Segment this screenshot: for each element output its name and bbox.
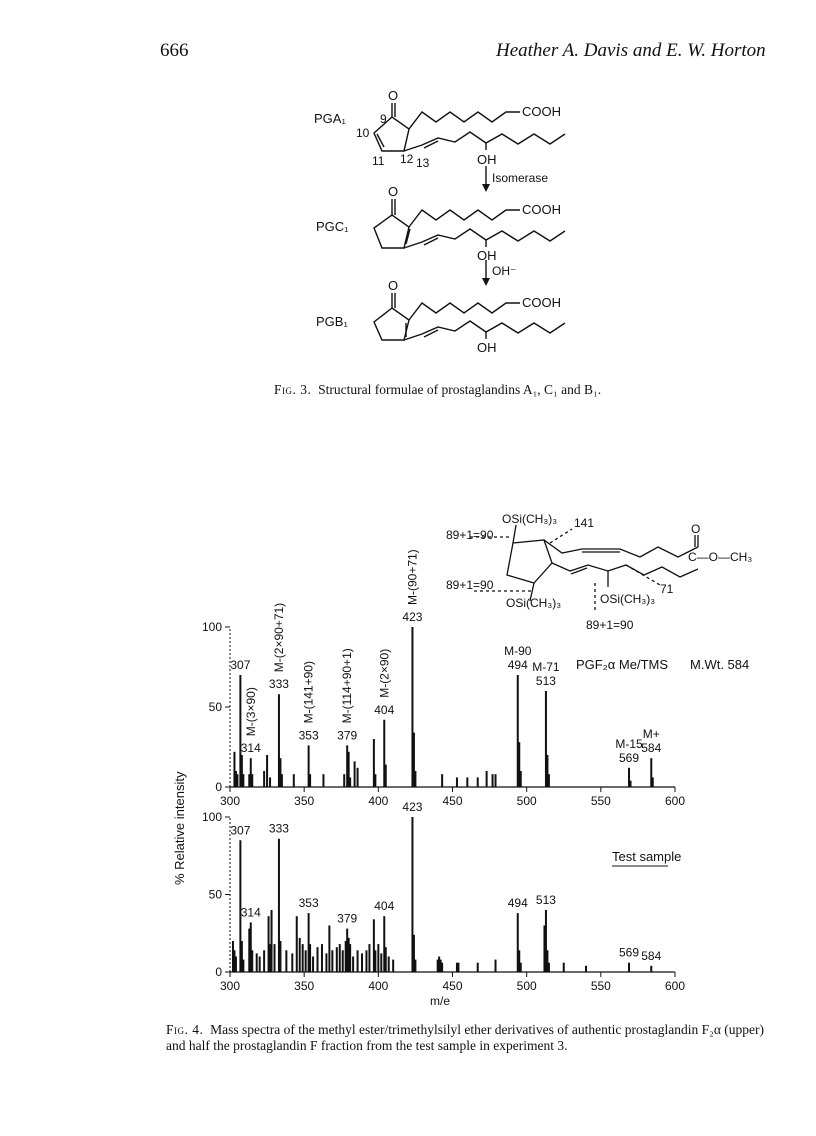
pgc1-lower-chain: [404, 229, 565, 248]
upper-x-tick-label: 600: [664, 794, 686, 808]
lower-x-tick-label: 450: [442, 979, 463, 993]
test-sample-label: Test sample: [612, 849, 682, 864]
y-axis-label: % Relative intensity: [172, 771, 187, 885]
upper-assignment-label: M-(2×90): [377, 648, 392, 698]
pga1-cooh: COOH: [522, 104, 561, 119]
pgc1-cooh: COOH: [522, 202, 561, 217]
upper-assignment-label: M-(3×90): [243, 687, 258, 737]
isomerase-label: Isomerase: [492, 171, 549, 185]
upper-y-tick-label: 100: [201, 620, 222, 634]
upper-peak-label: 314: [240, 741, 261, 756]
carbon-9-label: 9: [380, 112, 387, 126]
x-axis-label: m/e: [430, 994, 451, 1005]
oh-minus-label: OH⁻: [492, 264, 517, 278]
upper-x-tick-label: 550: [590, 794, 611, 808]
lower-peak-label: 307: [230, 823, 251, 838]
lower-x-tick-label: 400: [368, 979, 389, 993]
pgb1-oxygen: O: [388, 278, 399, 293]
lower-peak-label: 569: [619, 945, 640, 960]
osi-top: OSi(CH₃)₃: [502, 512, 558, 526]
lower-peak-label: 423: [402, 800, 423, 814]
lower-peak-label: 379: [337, 911, 358, 926]
lower-y-tick-label: 100: [201, 810, 222, 824]
lower-side-chain: [552, 563, 698, 577]
upper-x-tick-label: 400: [368, 794, 389, 808]
pgc1-ring: [374, 215, 409, 248]
lower-peak-label: 333: [268, 821, 289, 836]
pga1-lower-chain-db: [424, 141, 438, 148]
lower-x-tick-label: 550: [590, 979, 611, 993]
ester-oxygen: O: [691, 522, 701, 536]
lower-peak-label: 584: [641, 948, 662, 963]
mol-weight: M.Wt. 584: [690, 657, 750, 672]
ester-group: C—O—CH₃: [688, 550, 753, 564]
cleavage-141: [550, 529, 572, 543]
running-head: Heather A. Davis and E. W. Horton: [496, 40, 766, 61]
osi-top-bond: [513, 525, 516, 543]
pgc1-carbonyl: [392, 199, 395, 215]
carbon-11-label: 11: [372, 154, 385, 168]
lower-x-tick-label: 300: [219, 979, 241, 993]
upper-x-tick-label: 500: [516, 794, 537, 808]
upper-y-tick-label: 50: [208, 700, 222, 714]
pga1-carbonyl: [392, 103, 395, 117]
pgb1-cooh: COOH: [522, 295, 561, 310]
osi-bottom-left: OSi(CH₃)₃: [506, 596, 562, 610]
pgb1-acid-chain: [409, 303, 520, 320]
lower-peak-label: 494: [507, 896, 528, 911]
pgb1-label: PGB₁: [316, 314, 348, 329]
pgc1-label: PGC₁: [316, 219, 349, 234]
upper-peak-label: 353: [298, 728, 319, 743]
pgc1-oh: OH: [477, 248, 497, 263]
carbon-10-label: 10: [356, 126, 370, 140]
upper-assignment-label: M-71: [532, 660, 560, 674]
pgb1-lower-chain: [404, 321, 565, 340]
pga1-lower-chain: [404, 132, 565, 151]
tms-structure: [470, 525, 698, 613]
ester-carbonyl-bond: [695, 535, 698, 547]
cyclopentane-ring: [507, 540, 552, 583]
upper-x-tick-label: 450: [442, 794, 463, 808]
fig3-caption-label: Fig. 3.: [274, 382, 312, 397]
pgb1-ring: [374, 308, 409, 340]
fig4-caption-label: Fig. 4.: [166, 1022, 204, 1037]
lower-peak-label: 314: [240, 905, 261, 920]
lower-spectrum: [202, 800, 685, 993]
frag-bottom: 89+1=90: [586, 618, 634, 632]
upper-peak-label: 513: [535, 674, 556, 688]
pga1-label: PGA₁: [314, 111, 346, 126]
upper-peak-label: 423: [402, 610, 423, 624]
lower-y-tick-label: 0: [215, 965, 222, 979]
pga1-oxygen: O: [388, 90, 399, 103]
upper-assignment-label: M-(90+71): [405, 549, 420, 605]
carbon-12-label: 12: [400, 152, 414, 166]
pgb1-carbonyl: [392, 293, 395, 308]
fig3-structures: [310, 90, 630, 375]
fig4-caption: [166, 1022, 766, 1054]
lower-y-tick-label: 50: [208, 887, 222, 902]
upper-assignment-label: M-(141+90): [301, 661, 316, 724]
upper-spectrum: [202, 549, 685, 808]
upper-assignment-label: M-(114+90+1): [340, 648, 355, 724]
fig4-caption-text: Mass spectra of the methyl ester/trimethylsilyl ether derivatives of authentic prostaglandin F₂α (upper) and half the prostaglandin F fraction from the test sample in experiment 3.: [166, 1022, 765, 1053]
pgc1-oxygen: O: [388, 184, 399, 199]
upper-x-tick-label: 350: [294, 794, 315, 808]
upper-peak-label: 379: [337, 728, 358, 743]
upper-peak-label: 584: [641, 741, 662, 756]
pgb1-oh: OH: [477, 340, 497, 355]
upper-peak-label: 404: [374, 702, 395, 717]
upper-assignment-label: M-90: [504, 644, 532, 658]
upper-assignment-label: M-15: [615, 736, 643, 751]
frag-top-left: 89+1=90: [446, 528, 494, 542]
pgb1-lower-chain-db: [424, 330, 438, 337]
upper-x-tick-label: 300: [219, 794, 241, 808]
osi-bottom-right: OSi(CH₃)₃: [600, 592, 656, 606]
lower-peak-label: 353: [298, 896, 319, 911]
upper-side-chain: [544, 540, 698, 557]
lower-peak-label: 404: [374, 899, 395, 914]
upper-peak-label: 494: [507, 658, 528, 672]
upper-assignment-label: M+: [642, 727, 660, 742]
upper-peak-label: 333: [268, 677, 289, 692]
lower-x-tick-label: 350: [294, 979, 315, 993]
fig3-caption: [274, 382, 601, 398]
carbon-13-label: 13: [416, 156, 430, 170]
pgc1-lower-chain-db: [424, 238, 438, 245]
lower-x-tick-label: 500: [516, 979, 537, 993]
lower-peak-label: 513: [535, 893, 556, 907]
lower-side-chain-db: [571, 568, 587, 574]
pgc1-acid-chain: [409, 210, 520, 227]
compound-label: PGF₂α Me/TMS: [576, 657, 669, 672]
upper-y-tick-label: 0: [215, 780, 222, 794]
pga1-oh: OH: [477, 152, 497, 167]
fig4-mass-spectra: [150, 505, 790, 1005]
lower-x-tick-label: 600: [664, 979, 686, 993]
upper-assignment-label: M-(2×90+71): [271, 602, 286, 673]
upper-peak-label: 307: [230, 658, 251, 672]
frag-71: 71: [660, 582, 674, 596]
upper-peak-label: 569: [619, 750, 640, 765]
page-number: 666: [160, 40, 189, 61]
fig3-caption-text: Structural formulae of prostaglandins A₁, C₁ and B₁.: [318, 382, 602, 397]
frag-mid-left: 89+1=90: [446, 578, 494, 592]
frag-141: 141: [574, 516, 595, 530]
pga1-acid-chain: [409, 112, 520, 129]
